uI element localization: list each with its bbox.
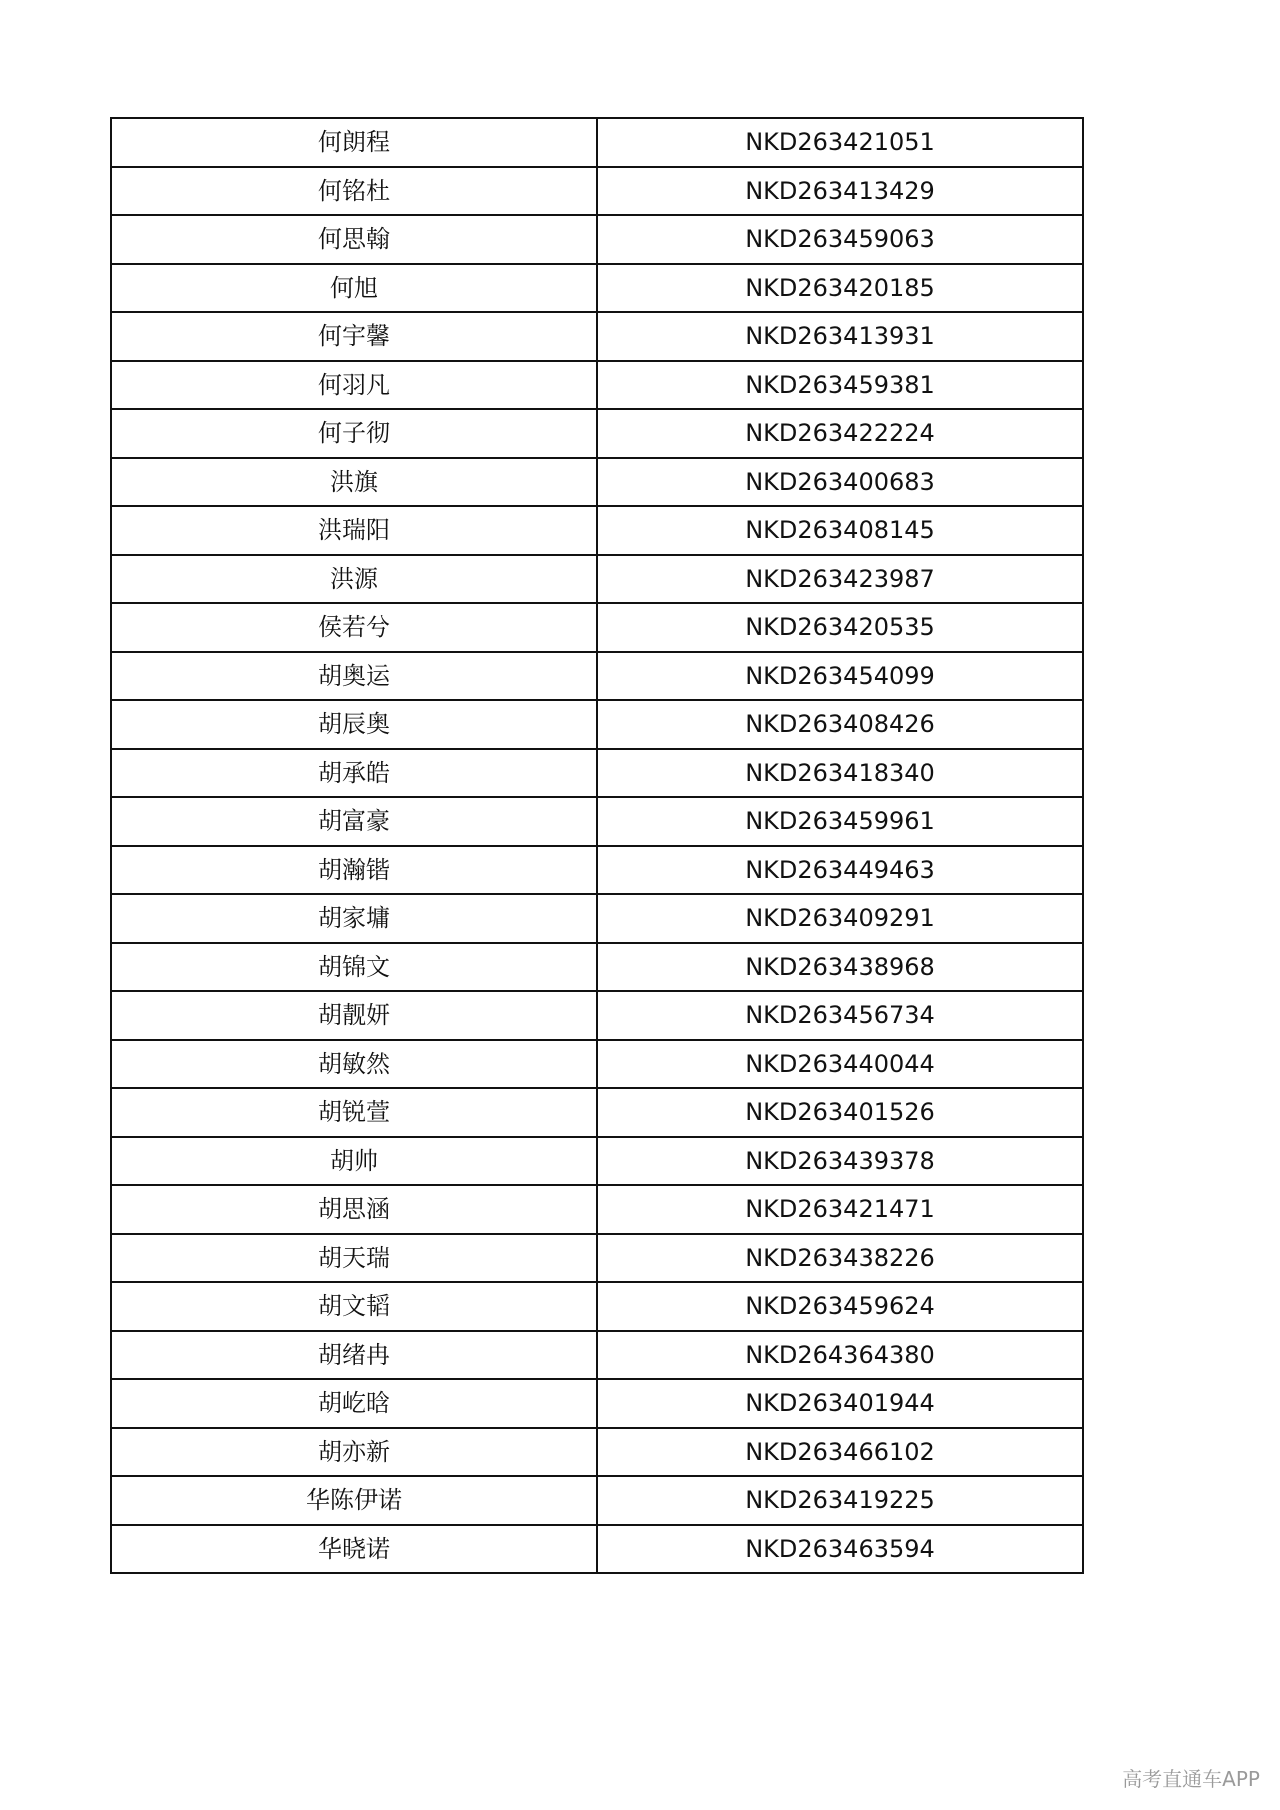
table-row <box>111 846 1083 895</box>
table-row <box>111 167 1083 216</box>
table-row <box>111 1040 1083 1089</box>
table-row <box>111 603 1083 652</box>
id-cell: NKD263466102 <box>597 1428 1083 1477</box>
name-cell: 华陈伊诺 <box>111 1476 597 1525</box>
name-cell: 侯若兮 <box>111 603 597 652</box>
table-row <box>111 264 1083 313</box>
id-cell: NKD263413429 <box>597 167 1083 216</box>
id-cell: NKD263440044 <box>597 1040 1083 1089</box>
id-cell: NKD263420535 <box>597 603 1083 652</box>
table-row <box>111 1137 1083 1186</box>
id-cell: NKD263421471 <box>597 1185 1083 1234</box>
name-id-table <box>110 117 1084 1574</box>
id-cell: NKD263408426 <box>597 700 1083 749</box>
table-row <box>111 458 1083 507</box>
name-cell: 胡家墉 <box>111 894 597 943</box>
name-cell: 胡敏然 <box>111 1040 597 1089</box>
name-cell: 胡富豪 <box>111 797 597 846</box>
table-row <box>111 506 1083 555</box>
table-row <box>111 1088 1083 1137</box>
id-cell: NKD263438226 <box>597 1234 1083 1283</box>
table-row <box>111 943 1083 992</box>
id-cell: NKD263409291 <box>597 894 1083 943</box>
name-cell: 胡奥运 <box>111 652 597 701</box>
table-row <box>111 894 1083 943</box>
table-row <box>111 1525 1083 1574</box>
id-cell: NKD263439378 <box>597 1137 1083 1186</box>
name-cell: 胡思涵 <box>111 1185 597 1234</box>
name-cell: 何朗程 <box>111 118 597 167</box>
table-row <box>111 1379 1083 1428</box>
name-cell: 胡辰奥 <box>111 700 597 749</box>
table-row <box>111 991 1083 1040</box>
id-cell: NKD263459624 <box>597 1282 1083 1331</box>
table-row <box>111 700 1083 749</box>
name-cell: 何铭杜 <box>111 167 597 216</box>
id-cell: NKD263401944 <box>597 1379 1083 1428</box>
table-row <box>111 215 1083 264</box>
id-cell: NKD263423987 <box>597 555 1083 604</box>
name-cell: 胡瀚锴 <box>111 846 597 895</box>
table-row <box>111 749 1083 798</box>
id-cell: NKD263454099 <box>597 652 1083 701</box>
name-cell: 何思翰 <box>111 215 597 264</box>
name-cell: 洪源 <box>111 555 597 604</box>
name-cell: 胡绪冉 <box>111 1331 597 1380</box>
id-cell: NKD263438968 <box>597 943 1083 992</box>
table-row <box>111 1476 1083 1525</box>
name-cell: 胡锐萱 <box>111 1088 597 1137</box>
name-cell: 何宇馨 <box>111 312 597 361</box>
name-cell: 胡文韬 <box>111 1282 597 1331</box>
name-cell: 胡亦新 <box>111 1428 597 1477</box>
id-cell: NKD263421051 <box>597 118 1083 167</box>
id-cell: NKD263422224 <box>597 409 1083 458</box>
id-cell: NKD263419225 <box>597 1476 1083 1525</box>
id-cell: NKD263463594 <box>597 1525 1083 1574</box>
table-row <box>111 409 1083 458</box>
table-row <box>111 1428 1083 1477</box>
name-cell: 何羽凡 <box>111 361 597 410</box>
table-row <box>111 652 1083 701</box>
id-cell: NKD264364380 <box>597 1331 1083 1380</box>
table-row <box>111 1331 1083 1380</box>
id-cell: NKD263420185 <box>597 264 1083 313</box>
table-row <box>111 361 1083 410</box>
name-cell: 何旭 <box>111 264 597 313</box>
id-cell: NKD263418340 <box>597 749 1083 798</box>
id-cell: NKD263449463 <box>597 846 1083 895</box>
id-cell: NKD263459063 <box>597 215 1083 264</box>
name-cell: 洪旗 <box>111 458 597 507</box>
table-row <box>111 118 1083 167</box>
table-row <box>111 1234 1083 1283</box>
name-cell: 胡帅 <box>111 1137 597 1186</box>
table-row <box>111 1282 1083 1331</box>
id-cell: NKD263413931 <box>597 312 1083 361</box>
name-cell: 胡天瑞 <box>111 1234 597 1283</box>
name-cell: 胡屹晗 <box>111 1379 597 1428</box>
table-row <box>111 1185 1083 1234</box>
id-cell: NKD263400683 <box>597 458 1083 507</box>
watermark-text: 高考直通车APP <box>1122 1767 1260 1791</box>
id-cell: NKD263408145 <box>597 506 1083 555</box>
table-body <box>111 118 1083 1573</box>
name-cell: 胡承皓 <box>111 749 597 798</box>
id-cell: NKD263459381 <box>597 361 1083 410</box>
id-cell: NKD263456734 <box>597 991 1083 1040</box>
id-cell: NKD263459961 <box>597 797 1083 846</box>
table-row <box>111 555 1083 604</box>
table-row <box>111 312 1083 361</box>
name-cell: 洪瑞阳 <box>111 506 597 555</box>
name-cell: 何子彻 <box>111 409 597 458</box>
id-cell: NKD263401526 <box>597 1088 1083 1137</box>
table-row <box>111 797 1083 846</box>
name-cell: 胡锦文 <box>111 943 597 992</box>
name-cell: 胡靓妍 <box>111 991 597 1040</box>
name-cell: 华晓诺 <box>111 1525 597 1574</box>
